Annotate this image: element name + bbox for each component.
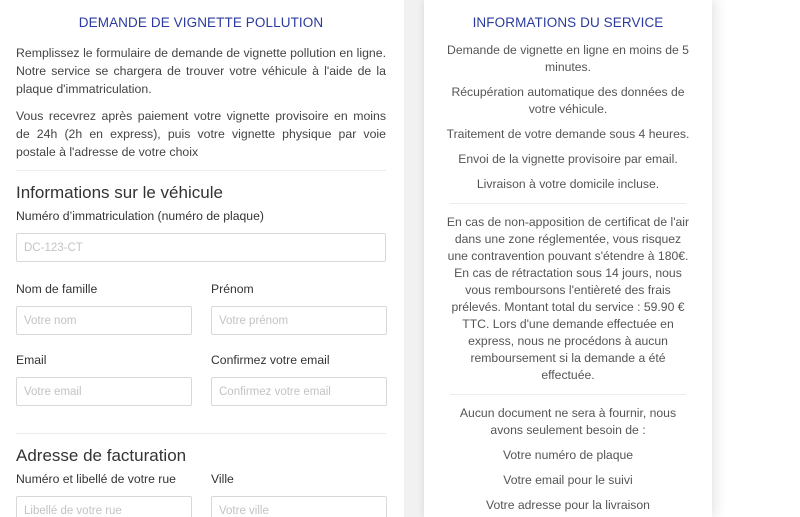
- plate-input[interactable]: [16, 233, 386, 262]
- feature-item: Traitement de votre demande sous 4 heures.: [446, 127, 690, 141]
- street-label: Numéro et libellé de votre rue: [16, 472, 176, 486]
- feature-item: Demande de vignette en ligne en moins de 5 minutes.: [447, 43, 689, 74]
- form-intro: [16, 44, 386, 161]
- firstname-label: Prénom: [211, 282, 254, 296]
- requirement-item: Votre numéro de plaque: [502, 448, 634, 462]
- requirement-item: Votre adresse pour la livraison: [486, 498, 650, 512]
- street-input[interactable]: [16, 496, 192, 517]
- email-input[interactable]: [16, 377, 192, 406]
- lastname-input[interactable]: [16, 306, 192, 335]
- service-info-card: [424, 0, 712, 517]
- address-row: [16, 472, 386, 517]
- form-title: DEMANDE DE VIGNETTE POLLUTION: [78, 15, 324, 30]
- requirement-item: Votre email pour le suivi: [503, 473, 633, 487]
- service-info-title: INFORMATIONS DU SERVICE: [472, 15, 664, 30]
- lastname-label: Nom de famille: [16, 282, 98, 296]
- divider: [450, 203, 686, 204]
- vehicle-section-heading: Informations sur le véhicule: [16, 183, 223, 202]
- confirm-email-label: Confirmez votre email: [211, 353, 330, 367]
- email-row: [16, 353, 386, 406]
- feature-item: Envoi de la vignette provisoire par email.: [458, 152, 678, 166]
- legal-notice: En cas de non-apposition de certificat de l'air dans une zone réglementée, vous risquez une contravention pouvant s'étendre à 180€. En cas de rétractation sous 14 jours, nous vous remboursons l'entièreté des frais prélevés. Montant total du service : 59.90 € TTC. Lors d'une demande effectuée en express, nous ne procédons à aucun remboursement si la demande a été effectuée.: [446, 215, 690, 382]
- plate-label: Numéro d’immatriculation (numéro de plaque): [16, 209, 264, 223]
- column-gutter: [404, 0, 424, 517]
- requirements-intro: Aucun document ne sera à fournir, nous avons seulement besoin de :: [459, 406, 677, 437]
- intro-paragraph: Vous recevrez après paiement votre vignette provisoire en moins de 24h (2h en express), puis votre vignette physique par voie postale à l'adresse de votre choix: [16, 109, 386, 159]
- intro-paragraph: Remplissez le formulaire de demande de vignette pollution en ligne. Notre service se chargera de trouver votre véhicule à l'aide de la plaque d'immatriculation.: [16, 46, 386, 96]
- feature-item: Récupération automatique des données de votre véhicule.: [451, 85, 685, 116]
- divider: [450, 394, 686, 395]
- city-input[interactable]: [211, 496, 387, 517]
- billing-section-heading: Adresse de facturation: [16, 446, 187, 465]
- confirm-email-input[interactable]: [211, 377, 387, 406]
- feature-item: Livraison à votre domicile incluse.: [476, 177, 660, 191]
- firstname-input[interactable]: [211, 306, 387, 335]
- divider: [16, 170, 386, 171]
- city-label: Ville: [211, 472, 234, 486]
- email-label: Email: [16, 353, 47, 367]
- name-row: [16, 282, 386, 335]
- divider: [16, 433, 386, 434]
